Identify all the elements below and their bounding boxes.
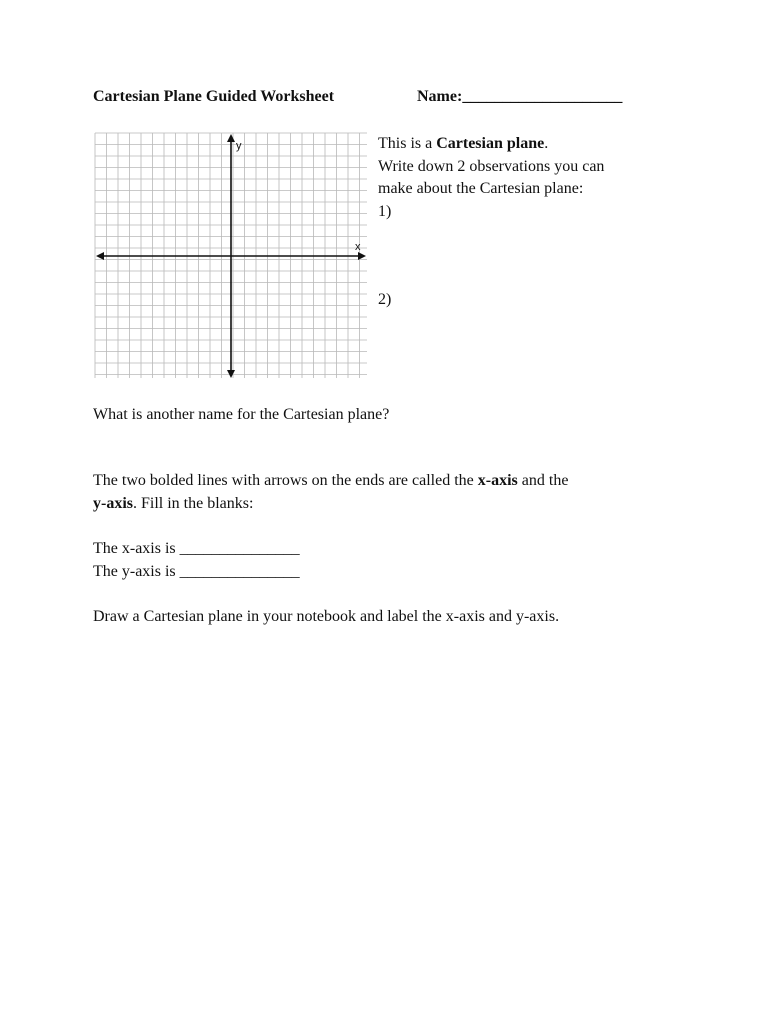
y-axis-term: y-axis: [93, 495, 133, 512]
cartesian-plane-graphic: [93, 131, 369, 380]
axes-text-suffix: . Fill in the blanks:: [133, 495, 254, 512]
name-field-label: Name:____________________: [417, 88, 623, 105]
y-axis-up-arrow-icon: [227, 134, 235, 142]
cartesian-plane-term: Cartesian plane: [436, 135, 545, 152]
axes-text-mid: and the: [517, 472, 569, 489]
axes-text-prefix: The two bolded lines with arrows on the ends are called the: [93, 472, 478, 489]
intro-line-2: Write down 2 observations you can: [378, 157, 605, 175]
intro-period: .: [544, 135, 549, 152]
x-axis-right-arrow-icon: [358, 252, 366, 260]
intro-prefix: This is a: [378, 135, 437, 152]
intro-block: [378, 133, 678, 223]
worksheet-title: Cartesian Plane Guided Worksheet: [93, 88, 335, 105]
intro-line-1: [378, 133, 678, 156]
observation-2-label: 2): [378, 291, 392, 308]
observation-1-label: 1): [378, 202, 392, 220]
x-axis-term: x-axis: [477, 472, 518, 489]
grid-svg: [93, 131, 369, 380]
y-axis-label: y: [236, 140, 242, 152]
intro-line-3: make about the Cartesian plane:: [378, 180, 584, 197]
y-axis-down-arrow-icon: [227, 370, 235, 378]
axes-paragraph: [93, 469, 693, 515]
y-axis-blank-line: The y-axis is _______________: [93, 563, 300, 580]
x-axis-left-arrow-icon: [96, 252, 104, 260]
question-other-name: What is another name for the Cartesian plane?: [93, 406, 390, 423]
x-axis-blank-line: The x-axis is _______________: [93, 540, 300, 557]
draw-instruction: Draw a Cartesian plane in your notebook and label the x-axis and y-axis.: [93, 608, 560, 625]
x-axis-label: x: [355, 241, 361, 253]
fill-in-blanks: [93, 537, 693, 583]
